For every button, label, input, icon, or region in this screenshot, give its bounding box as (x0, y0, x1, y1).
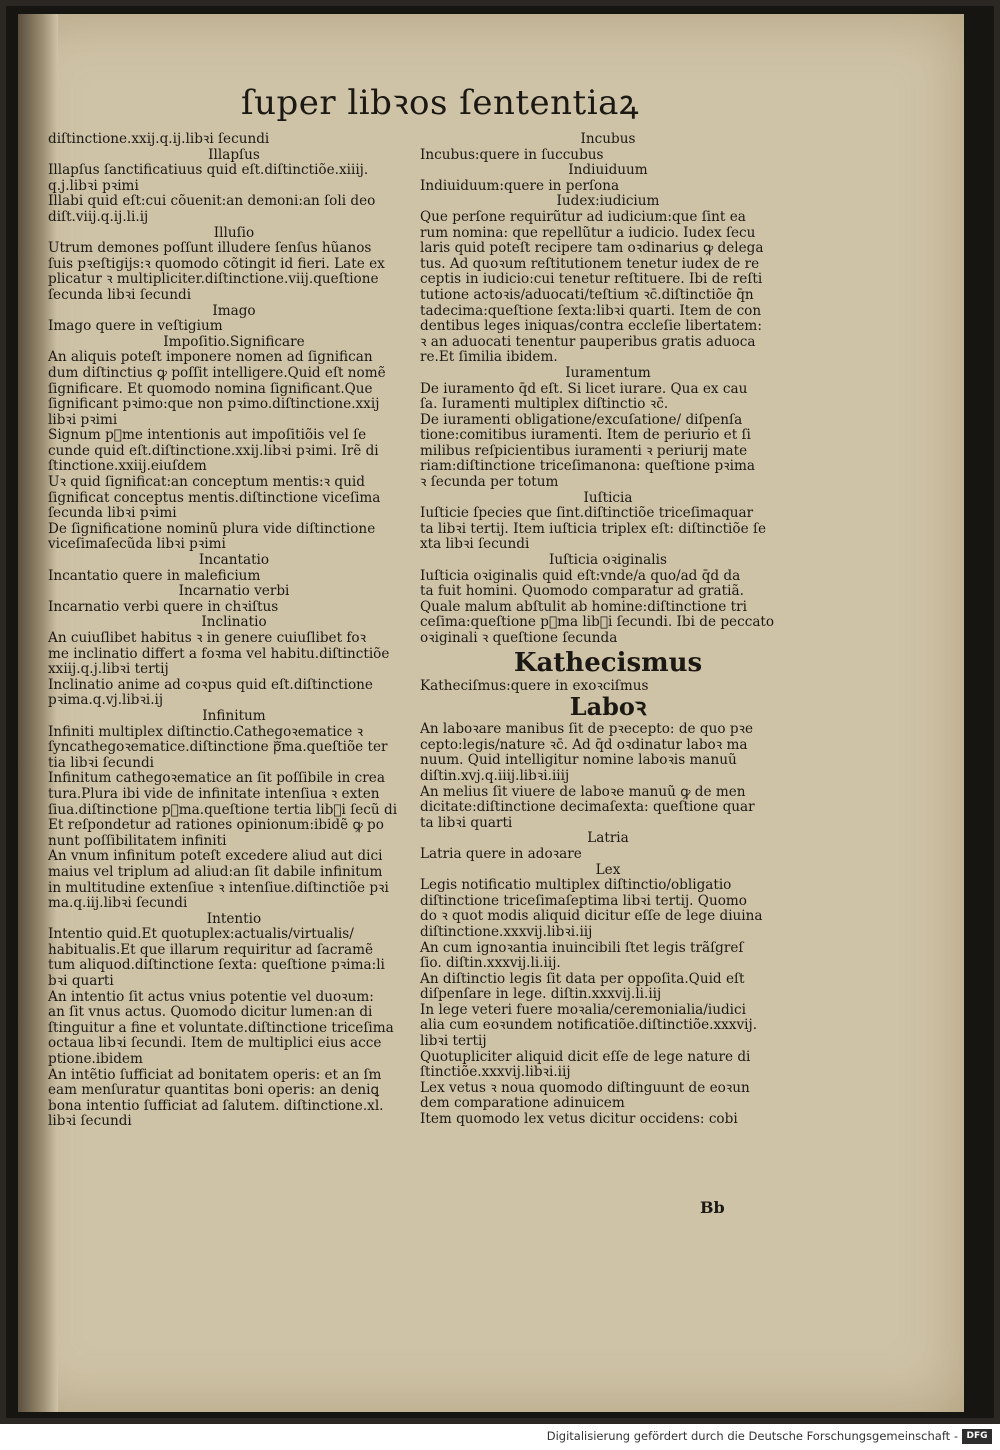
text-line: habitualis.Et que illarum requiritur ad ſacramẽ (48, 942, 374, 958)
entry-heading: Intentio (206, 910, 262, 927)
text-line: ptione.ibidem (48, 1052, 143, 1068)
text-line: ſiua.diſtinctione pᷓma.queſtione tertia libꝛi ſecũ di (48, 802, 398, 818)
text-line: Iuſticia oꝛiginalis quid eſt:vnde/a quo/ad q̄d da (420, 568, 741, 584)
right-column (420, 132, 796, 1128)
entry-heading: Incantatio (198, 552, 270, 569)
text-line: An melius ſit viuere de laboꝛe manuũ ꝙ de men (420, 784, 746, 800)
entry-heading: Iuſticia oꝛiginalis (549, 552, 667, 569)
text-line: tura.Plura ibi vide de infinitate intenſiua ꝛ exten (48, 786, 380, 802)
text-line: Indiuiduum:quere in perſona (420, 178, 620, 194)
text-line: De ſignificatione nominũ plura vide diſtinctione (48, 521, 376, 537)
text-line: ſtinctione.xxiij.eiuſdem (48, 459, 207, 475)
text-line: alia cum eoꝛundem notificatiõe.diſtinctiõe.xxxvij. (420, 1018, 758, 1034)
left-column (48, 132, 420, 1130)
text-line: diſtin.xvj.q.iiij.libꝛi.iiij (420, 768, 570, 784)
text-line: cepto:legis/nature ꝛc̄. Ad q̄d oꝛdinatur laboꝛ ma (420, 737, 748, 753)
text-line: An intẽtio ſufficiat ad bonitatem operis: et an ſm (48, 1067, 382, 1083)
text-line: q.j.libꝛi pꝛimi (48, 178, 139, 194)
text-line: An cum ignoꝛantia inuincibili ſtet legis trãſgreſ (420, 940, 744, 956)
text-line: ſio. diſtin.xxxvij.li.iij. (420, 956, 561, 972)
text-line: Imago quere in veſtigium (48, 319, 223, 335)
text-line: ceſima:queſtione pᷓma libꝛi ſecundi. Ibi de peccato (420, 615, 775, 631)
text-line: plicatur ꝛ multipliciter.diſtinctione.viij.queſtione (48, 272, 379, 288)
entry-heading: Incarnatio verbi (178, 583, 290, 600)
text-line: Katheciſmus:quere in exoꝛciſmus (420, 678, 649, 694)
text-line: libꝛi pꝛimi (48, 412, 118, 428)
text-line: tadecima:queſtione ſexta:libꝛi quarti. Item de con (420, 303, 762, 319)
text-line: Incarnatio verbi quere in chꝛiſtus (48, 599, 279, 615)
text-line: maius vel triplum ad aliud:an ſit dabile infinitum (48, 864, 383, 880)
text-line: Intentio quid.Et quotuplex:actualis/virtualis/ (48, 927, 354, 943)
text-line: tum aliquod.diſtinctione ſexta: queſtione pꝛima:li (48, 958, 385, 974)
text-line: Signum pᷓme intentionis aut impoſitiõis vel ſe (48, 428, 367, 444)
text-line: cunde quid eſt.diſtinctione.xxij.libꝛi pꝛimi. Irẽ di (48, 443, 379, 459)
entry-heading: Iudex:iudicium (556, 193, 660, 210)
entry-heading: Kathecismus (513, 647, 703, 678)
text-line: Infinitum cathegoꝛematice an ſit poſſibile in crea (48, 771, 385, 787)
text-line: Illabi quid eſt:cui cõuenit:an demoni:an ſoli deo (48, 194, 376, 210)
text-line: Latria quere in adoꝛare (420, 846, 582, 862)
text-line: xta libꝛi ſecundi (420, 537, 530, 553)
text-line: ta libꝛi tertij. Item iuſticia triplex eſt: diſtinctiõe ſe (420, 521, 767, 537)
text-line: diſt.viij.q.ij.li.ij (48, 209, 149, 225)
text-line: ſignificant pꝛimo:que non pꝛimo.diſtinctione.xxij (48, 397, 380, 413)
text-line: in multitudine extenſiue ꝛ intenſiue.diſtinctiõe pꝛi (48, 880, 389, 896)
text-line: dum diſtinctius ꝙ poſſit intelligere.Quid eſt nomẽ (48, 365, 386, 381)
text-line: Quale malum abſtulit ab homine:diſtinctione tri (420, 599, 747, 615)
text-line: oꝛiginali ꝛ queſtione ſecunda (420, 631, 618, 646)
text-line: Que perſone requirũtur ad iudicium:que ſint ea (420, 209, 746, 225)
text-line: Utrum demones poſſunt illudere ſenſus hũanos (48, 241, 372, 257)
text-line: dicitate:diſtinctione decimaſexta: queſtione quar (420, 800, 755, 816)
text-line: ſignificare. Et quomodo nomina ſignificant.Que (48, 381, 373, 397)
text-line: Incubus:quere in ſuccubus (420, 147, 604, 163)
text-line: dentibus leges iniquas/contra eccleſie libertatem: (420, 319, 762, 335)
funding-credit: Digitalisierung gefördert durch die Deutsche Forschungsgemeinschaft - (546, 1429, 958, 1443)
text-line: nuum. Quid intelligitur nomine laboꝛis manuũ (420, 753, 737, 769)
text-line: tus. Ad quoꝛum reſtitutionem tenetur iudex de re (420, 256, 760, 272)
text-line: diſpenſare in lege. diſtin.xxxvij.li.iij (420, 987, 662, 1003)
text-line: Incantatio quere in maleficium (48, 568, 261, 584)
text-line: octaua libꝛi ſecundi. Item de multiplici eius acce (48, 1036, 382, 1052)
text-line: ſtinguitur a fine et voluntate.diſtinctione triceſima (48, 1020, 394, 1036)
text-line: Legis notificatio multiplex diſtinctio/obligatio (420, 878, 732, 894)
text-line: An aliquis poteſt imponere nomen ad ſignifican (48, 350, 373, 366)
text-line: ꝛ an aduocati tenentur pauperibus gratis aduoca (420, 334, 756, 350)
text-line: viceſimaſecũda libꝛi pꝛimi (48, 537, 226, 553)
text-line: do ꝛ quot modis aliquid dicitur eſſe de lege diuina (420, 909, 763, 925)
entry-heading: Infinitum (202, 707, 266, 724)
entry-heading: Iuramentum (565, 364, 651, 381)
text-line: diſtinctione.xxij.q.ij.libꝛi ſecundi (48, 132, 270, 147)
text-line: ſuis pꝛeſtigijs:ꝛ quomodo cõtingit id fieri. Late ex (48, 256, 385, 272)
entry-heading: Impoſitio.Significare (163, 333, 305, 350)
text-line: Uꝛ quid ſignificat:an conceptum mentis:ꝛ quid (48, 475, 365, 491)
text-line: Infiniti multiplex diſtinctio.Cathegoꝛematice ꝛ (48, 724, 364, 740)
text-line: Quotupliciter aliquid dicit eſſe de lege nature di (420, 1049, 751, 1065)
text-line: re.Et ſimilia ibidem. (420, 350, 558, 366)
text-line: An cuiuſlibet habitus ꝛ in genere cuiuſlibet foꝛ (48, 631, 367, 646)
text-line: laris quid poteſt recipere tam oꝛdinarius ꝙ delega (420, 241, 764, 257)
text-line: ſtinctiõe.xxxvij.libꝛi.iij (420, 1065, 571, 1081)
text-line: Illapſus ſanctificatiuus quid eſt.diſtinctiõe.xiiij. (48, 163, 369, 179)
text-line: diſtinctione triceſimaſeptima libꝛi tertij. Quomo (420, 893, 747, 909)
text-line: ſa. Iuramenti multiplex diſtinctio ꝛc̄. (420, 397, 669, 413)
entry-heading: Incubus (580, 131, 636, 147)
entry-heading: Iuſticia (583, 489, 633, 506)
text-line: An intentio ſit actus vnius potentie vel duoꝛum: (48, 989, 374, 1005)
entry-heading: Lex (595, 861, 621, 878)
text-line: Iuſticie ſpecies que ſint.diſtinctiõe triceſimaquar (420, 506, 754, 522)
text-line: De iuramenti obligatione/excuſatione/ diſpenſa (420, 412, 743, 428)
running-head: ſuper libꝛos ſententiaꝝ (240, 83, 640, 123)
text-line: me inclinatio differt a foꝛma vel habitu.diſtinctiõe (48, 646, 390, 662)
text-line: bꝛi quarti (48, 974, 114, 990)
footer-bar (0, 1424, 1000, 1450)
text-line: ſecunda libꝛi ſecundi (48, 287, 192, 303)
text-line: Inclinatio anime ad coꝛpus quid eſt.diſtinctione (48, 677, 373, 693)
text-line: ſecunda libꝛi pꝛimi (48, 506, 177, 522)
text-line: An vnum infinitum poteſt excedere aliud aut dici (48, 849, 383, 865)
text-line: In lege veteri fuere moꝛalia/ceremonialia/iudici (420, 1002, 746, 1018)
text-line: nunt poſſibilitatem infiniti (48, 833, 227, 849)
text-line: ceptis in iudicio:cui tenetur reſtituere. Ibi de reſti (420, 272, 763, 288)
text-line: libꝛi ſecundi (48, 1114, 132, 1130)
text-line: ſignificat conceptus mentis.diſtinctione viceſima (48, 490, 381, 506)
text-line: Item quomodo lex vetus dicitur occidens: cobi (420, 1112, 738, 1128)
text-line: tione:comitibus iuramenti. Item de periurio et ſi (420, 428, 751, 444)
text-line: tutione actoꝛis/aduocati/teſtium ꝛc̄.diſtinctiõe q̄n (420, 287, 754, 303)
text-line: ta libꝛi quarti (420, 815, 513, 831)
text-line: xxiij.q.j.libꝛi tertij (48, 662, 169, 678)
entry-heading: Latria (587, 830, 629, 847)
text-line: milibus reſpicientibus iuramenti ꝛ periurij mate (420, 443, 748, 459)
entry-heading: Illapſus (208, 146, 260, 163)
entry-heading: Imago (212, 302, 256, 319)
entry-heading: Inclinatio (201, 614, 267, 631)
text-line: ta fuit homini. Quomodo comparatur ad gratiã. (420, 584, 744, 600)
text-line: libꝛi tertij (420, 1034, 487, 1050)
text-line: an ſit vnus actus. Quomodo dicitur lumen:an di (48, 1005, 373, 1021)
text-line: rum nomina: que repellũtur a iudicio. Iudex ſecu (420, 225, 756, 241)
entry-heading: Indiuiduum (568, 162, 648, 179)
text-line: De iuramento q̄d eſt. Si licet iurare. Qua ex cau (420, 381, 748, 397)
text-line: An laboꝛare manibus ſit de pꝛecepto: de quo pꝛe (420, 722, 754, 738)
entry-heading: Illuſio (213, 224, 255, 241)
text-line: An diſtinctio legis ſit data per oppoſita.Quid eſt (420, 971, 745, 987)
entry-heading: Laboꝛ (569, 692, 647, 722)
text-line: pꝛima.q.vj.libꝛi.ij (48, 693, 164, 709)
text-line: tia libꝛi ſecundi (48, 755, 154, 771)
text-line: Et reſpondetur ad rationes opinionum:ibidẽ ꝙ po (48, 818, 384, 834)
signature-mark: Bb (700, 1198, 725, 1217)
text-line: ꝛ ſecunda per totum (420, 475, 559, 491)
dfg-logo: DFG (962, 1429, 992, 1444)
text-line: eam menſuratur quantitas boni operis: an deniꝗ (48, 1083, 380, 1099)
text-line: diſtinctione.xxxvij.libꝛi.iij (420, 924, 593, 940)
text-line: ſyncathegoꝛematice.diſtinctione pᷓma.queſtiõe ter (48, 740, 388, 756)
text-line: dem comparatione adinuicem (420, 1096, 625, 1112)
text-line: riam:diſtinctione triceſimanona: queſtione pꝛima (420, 459, 755, 475)
text-line: bona intentio ſufficiat ad ſalutem. diſtinctione.xl. (48, 1098, 384, 1114)
text-line: Lex vetus ꝛ noua quomodo diſtinguunt de eoꝛun (420, 1080, 750, 1096)
text-line: ma.q.iij.libꝛi ſecundi (48, 896, 188, 912)
